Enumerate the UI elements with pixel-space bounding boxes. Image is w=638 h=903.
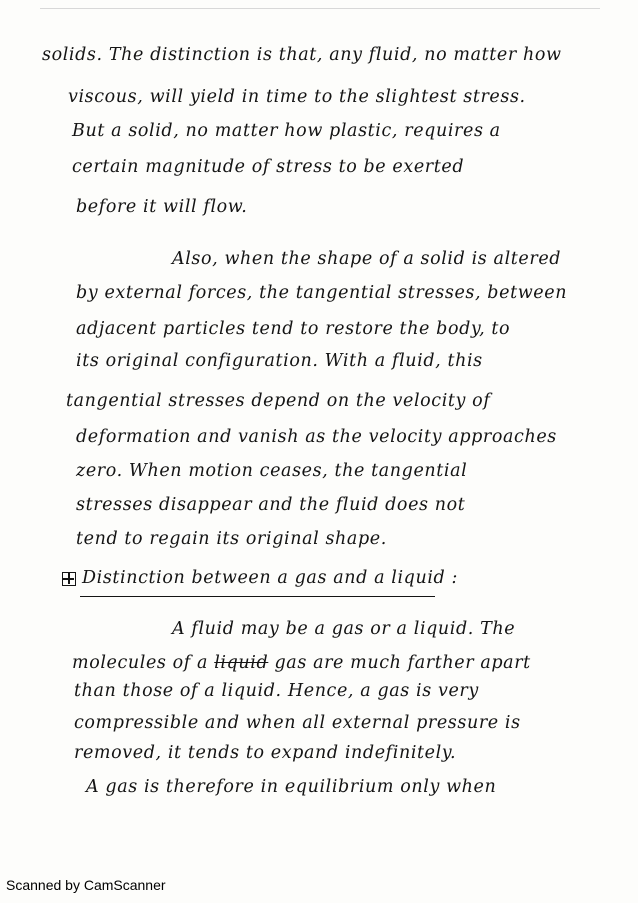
text-line: compressible and when all external pressure is <box>74 713 521 733</box>
text-fragment: gas are much farther apart <box>274 653 531 673</box>
text-line: deformation and vanish as the velocity approaches <box>76 427 557 447</box>
text-line: stresses disappear and the fluid does not <box>76 495 466 515</box>
text-line: solids. The distinction is that, any fluid, no matter how <box>42 45 562 65</box>
square-bullet-icon <box>62 572 76 586</box>
text-line: viscous, will yield in time to the slightest stress. <box>68 87 526 107</box>
section-heading-text: Distinction between a gas and a liquid : <box>82 568 458 588</box>
text-line: than those of a liquid. Hence, a gas is very <box>74 681 479 701</box>
scanner-watermark: Scanned by CamScanner <box>6 877 166 893</box>
text-line: certain magnitude of stress to be exerted <box>72 157 465 177</box>
text-line: A fluid may be a gas or a liquid. The <box>172 619 516 639</box>
page-top-edge <box>40 8 600 9</box>
text-line: zero. When motion ceases, the tangential <box>76 461 468 481</box>
text-line: Also, when the shape of a solid is altered <box>172 249 562 269</box>
text-line: before it will flow. <box>76 197 248 217</box>
text-line: removed, it tends to expand indefinitely. <box>74 743 457 763</box>
text-line: tangential stresses depend on the velocity of <box>66 391 491 411</box>
text-line: by external forces, the tangential stresses, between <box>76 283 568 303</box>
text-line: But a solid, no matter how plastic, requires a <box>72 121 501 141</box>
struck-word: liquid <box>214 653 269 673</box>
text-line: A gas is therefore in equilibrium only when <box>86 777 497 797</box>
text-line: tend to regain its original shape. <box>76 529 387 549</box>
text-fragment: molecules of a <box>72 653 209 673</box>
text-line <box>72 652 531 674</box>
heading-underline <box>80 596 435 597</box>
text-line: its original configuration. With a fluid, this <box>76 351 483 371</box>
text-line: adjacent particles tend to restore the body, to <box>76 319 511 339</box>
